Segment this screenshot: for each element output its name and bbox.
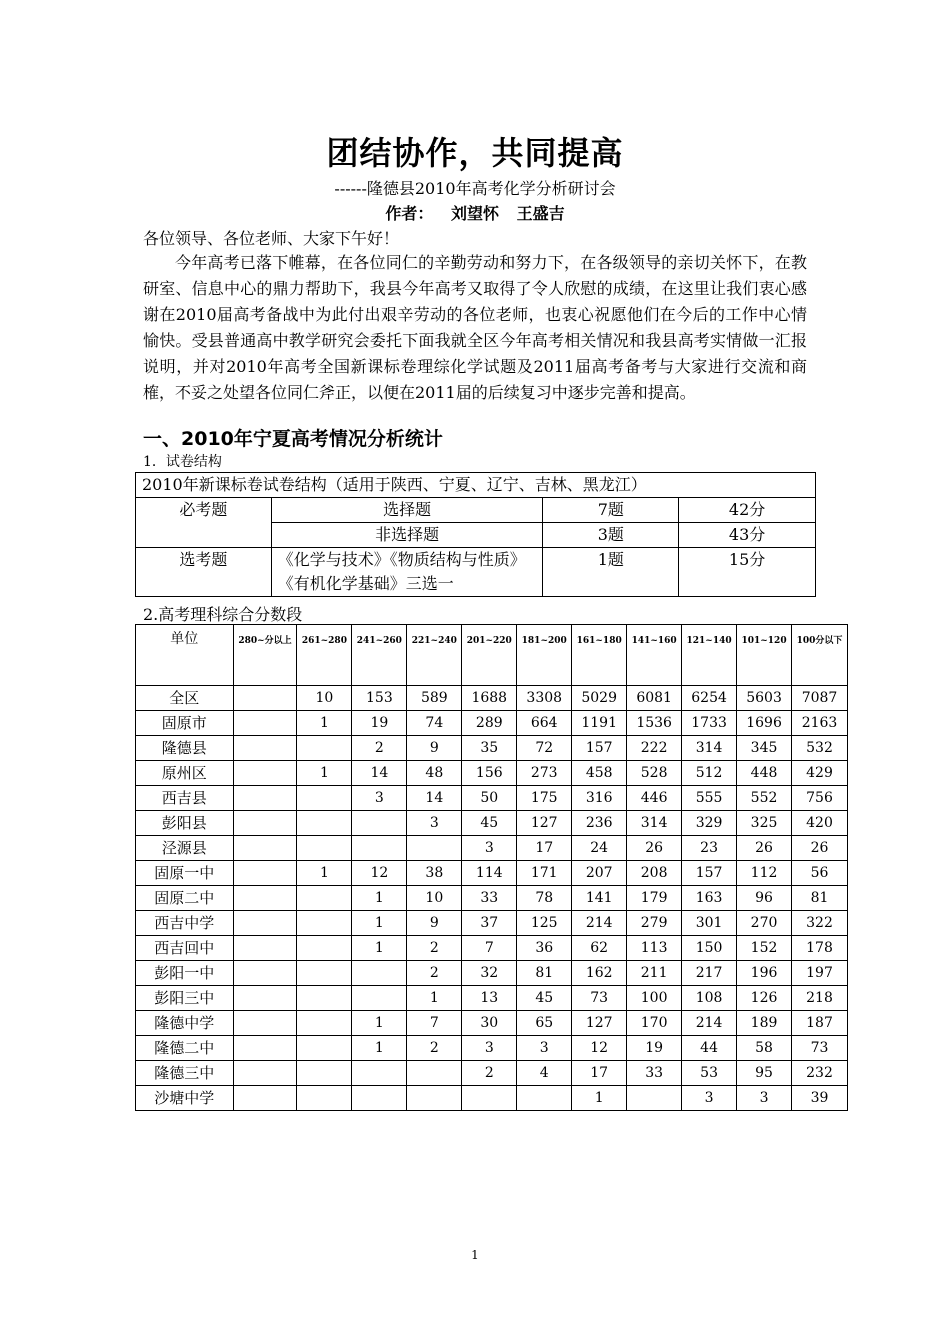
- table-row: [136, 986, 848, 1011]
- count-cell: [233, 836, 297, 861]
- count-cell: 429: [792, 761, 848, 786]
- question-score: 43分: [679, 523, 816, 548]
- count-cell: 3: [462, 836, 517, 861]
- count-cell: 127: [572, 1011, 627, 1036]
- unit-name-cell: 彭阳三中: [136, 986, 234, 1011]
- count-cell: 448: [737, 761, 792, 786]
- table-row: [136, 911, 848, 936]
- count-cell: [233, 886, 297, 911]
- count-cell: 1191: [572, 711, 627, 736]
- question-type: 选择题: [271, 498, 543, 523]
- count-cell: 171: [517, 861, 572, 886]
- count-cell: 7: [462, 936, 517, 961]
- count-cell: [352, 961, 407, 986]
- count-cell: 157: [572, 736, 627, 761]
- count-cell: [233, 861, 297, 886]
- count-cell: [297, 1086, 352, 1111]
- count-cell: 10: [297, 686, 352, 711]
- table-row: [136, 886, 848, 911]
- count-cell: 1: [352, 1036, 407, 1061]
- count-cell: 35: [462, 736, 517, 761]
- count-cell: 39: [792, 1086, 848, 1111]
- count-cell: 45: [462, 811, 517, 836]
- count-cell: 175: [517, 786, 572, 811]
- count-cell: 156: [462, 761, 517, 786]
- count-cell: [233, 961, 297, 986]
- count-cell: [233, 736, 297, 761]
- count-cell: 45: [517, 986, 572, 1011]
- question-type: 非选择题: [271, 523, 543, 548]
- count-cell: 214: [572, 911, 627, 936]
- count-cell: 62: [572, 936, 627, 961]
- unit-name-cell: 西吉回中: [136, 936, 234, 961]
- column-header: 241~260: [352, 625, 407, 686]
- unit-name-cell: 西吉中学: [136, 911, 234, 936]
- count-cell: 73: [572, 986, 627, 1011]
- count-cell: 95: [737, 1061, 792, 1086]
- table-row: [136, 811, 848, 836]
- count-cell: 81: [517, 961, 572, 986]
- column-header: 221~240: [407, 625, 462, 686]
- count-cell: [407, 1061, 462, 1086]
- table-row: [136, 861, 848, 886]
- count-cell: [352, 986, 407, 1011]
- count-cell: 32: [462, 961, 517, 986]
- table-row: [136, 711, 848, 736]
- count-cell: 528: [627, 761, 682, 786]
- count-cell: 13: [462, 986, 517, 1011]
- count-cell: 3: [407, 811, 462, 836]
- count-cell: 756: [792, 786, 848, 811]
- count-cell: 96: [737, 886, 792, 911]
- count-cell: [233, 811, 297, 836]
- required-label: 必考题: [136, 498, 272, 548]
- question-score: 42分: [679, 498, 816, 523]
- count-cell: 153: [352, 686, 407, 711]
- count-cell: 1: [352, 936, 407, 961]
- count-cell: 189: [737, 1011, 792, 1036]
- count-cell: 179: [627, 886, 682, 911]
- count-cell: [627, 1086, 682, 1111]
- count-cell: 2: [462, 1061, 517, 1086]
- count-cell: 33: [627, 1061, 682, 1086]
- count-cell: [233, 986, 297, 1011]
- count-cell: 532: [792, 736, 848, 761]
- table-row: [136, 961, 848, 986]
- column-header: 141~160: [627, 625, 682, 686]
- count-cell: [297, 1011, 352, 1036]
- table-row: [136, 761, 848, 786]
- count-cell: [297, 786, 352, 811]
- count-cell: 222: [627, 736, 682, 761]
- exam-structure-table: [135, 472, 816, 597]
- count-cell: 1688: [462, 686, 517, 711]
- count-cell: 6254: [682, 686, 737, 711]
- count-cell: 197: [792, 961, 848, 986]
- count-cell: [462, 1086, 517, 1111]
- count-cell: [297, 736, 352, 761]
- count-cell: 214: [682, 1011, 737, 1036]
- optional-score: 15分: [679, 548, 816, 597]
- count-cell: 4: [517, 1061, 572, 1086]
- greeting: 各位领导、各位老师、大家下午好！: [143, 229, 400, 248]
- count-cell: 2: [407, 1036, 462, 1061]
- count-cell: [517, 1086, 572, 1111]
- count-cell: 3: [352, 786, 407, 811]
- count-cell: 44: [682, 1036, 737, 1061]
- count-cell: 1: [352, 1011, 407, 1036]
- unit-name-cell: 原州区: [136, 761, 234, 786]
- count-cell: 1536: [627, 711, 682, 736]
- score-distribution-table: [135, 624, 848, 1111]
- count-cell: 26: [737, 836, 792, 861]
- count-cell: 24: [572, 836, 627, 861]
- table-caption: 2010年新课标卷试卷结构（适用于陕西、宁夏、辽宁、吉林、黑龙江）: [136, 473, 816, 498]
- count-cell: [233, 911, 297, 936]
- count-cell: 14: [352, 761, 407, 786]
- subsection-heading: 1．试卷结构: [143, 454, 222, 470]
- count-cell: [407, 836, 462, 861]
- intro-paragraph: 今年高考已落下帷幕，在各位同仁的辛勤劳动和努力下，在各级领导的亲切关怀下，在教研室、信息中心的鼎力帮助下，我县今年高考又取得了令人欣慰的成绩，在这里让我们衷心感谢在2010届高考备战中为此付出艰辛劳动的各位老师，也衷心祝愿他们在今后的工作中心情愉快。受县普通高中教学研究会委托下面我就全区今年高考相关情况和我县高考实情做一汇报说明，并对2010年高考全国新课标卷理综化学试题及2011届高考备考与大家进行交流和商榷，不妥之处望各位同仁斧正，以便在2011届的后续复习中逐步完善和提高。: [143, 253, 807, 402]
- count-cell: 2: [407, 936, 462, 961]
- column-header: 121~140: [682, 625, 737, 686]
- count-cell: 555: [682, 786, 737, 811]
- table-row: [136, 1036, 848, 1061]
- section-heading: 一、2010年宁夏高考情况分析统计: [143, 428, 443, 450]
- count-cell: 74: [407, 711, 462, 736]
- count-cell: 345: [737, 736, 792, 761]
- count-cell: 1: [572, 1086, 627, 1111]
- count-cell: [297, 1061, 352, 1086]
- count-cell: 552: [737, 786, 792, 811]
- count-cell: 446: [627, 786, 682, 811]
- count-cell: 664: [517, 711, 572, 736]
- count-cell: 6081: [627, 686, 682, 711]
- count-cell: 157: [682, 861, 737, 886]
- table-row: [136, 1086, 848, 1111]
- count-cell: [233, 1011, 297, 1036]
- table-header-row: [136, 625, 848, 686]
- count-cell: [352, 1086, 407, 1111]
- count-cell: 322: [792, 911, 848, 936]
- unit-name-cell: 隆德县: [136, 736, 234, 761]
- unit-name-cell: 隆德三中: [136, 1061, 234, 1086]
- table-row: [136, 736, 848, 761]
- count-cell: 1: [297, 761, 352, 786]
- table-row: [136, 936, 848, 961]
- unit-name-cell: 彭阳县: [136, 811, 234, 836]
- count-cell: 108: [682, 986, 737, 1011]
- count-cell: 14: [407, 786, 462, 811]
- count-cell: 65: [517, 1011, 572, 1036]
- count-cell: 150: [682, 936, 737, 961]
- count-cell: 7087: [792, 686, 848, 711]
- count-cell: [352, 836, 407, 861]
- count-cell: 26: [627, 836, 682, 861]
- count-cell: 3308: [517, 686, 572, 711]
- authors-label: 作者：: [385, 204, 434, 223]
- count-cell: 5603: [737, 686, 792, 711]
- count-cell: 279: [627, 911, 682, 936]
- count-cell: 196: [737, 961, 792, 986]
- count-cell: 2163: [792, 711, 848, 736]
- count-cell: 289: [462, 711, 517, 736]
- count-cell: 58: [737, 1036, 792, 1061]
- count-cell: [297, 811, 352, 836]
- author-name: 刘望怀: [450, 204, 499, 223]
- count-cell: 37: [462, 911, 517, 936]
- count-cell: 2: [407, 961, 462, 986]
- count-cell: 1: [407, 986, 462, 1011]
- count-cell: 9: [407, 911, 462, 936]
- count-cell: [297, 1036, 352, 1061]
- count-cell: 1733: [682, 711, 737, 736]
- count-cell: 38: [407, 861, 462, 886]
- count-cell: 23: [682, 836, 737, 861]
- unit-name-cell: 隆德中学: [136, 1011, 234, 1036]
- count-cell: 314: [627, 811, 682, 836]
- optional-type: 《化学与技术》《物质结构与性质》《有机化学基础》三选一: [271, 548, 543, 597]
- count-cell: 3: [737, 1086, 792, 1111]
- count-cell: 589: [407, 686, 462, 711]
- unit-name-cell: 彭阳一中: [136, 961, 234, 986]
- count-cell: [297, 936, 352, 961]
- count-cell: 100: [627, 986, 682, 1011]
- count-cell: 10: [407, 886, 462, 911]
- author-name: 王盛吉: [516, 204, 565, 223]
- count-cell: [297, 886, 352, 911]
- count-cell: 48: [407, 761, 462, 786]
- unit-name-cell: 隆德二中: [136, 1036, 234, 1061]
- count-cell: 273: [517, 761, 572, 786]
- column-header: 261~280: [297, 625, 352, 686]
- count-cell: 1: [352, 911, 407, 936]
- count-cell: [297, 911, 352, 936]
- count-cell: 170: [627, 1011, 682, 1036]
- count-cell: 12: [572, 1036, 627, 1061]
- count-cell: 163: [682, 886, 737, 911]
- count-cell: 113: [627, 936, 682, 961]
- count-cell: 30: [462, 1011, 517, 1036]
- count-cell: [233, 1086, 297, 1111]
- table-row: [136, 1061, 848, 1086]
- count-cell: 33: [462, 886, 517, 911]
- authors-line: [0, 201, 950, 224]
- count-cell: [233, 711, 297, 736]
- count-cell: 19: [627, 1036, 682, 1061]
- document-title: 团结协作，共同提高: [326, 134, 624, 172]
- count-cell: 217: [682, 961, 737, 986]
- count-cell: 17: [517, 836, 572, 861]
- count-cell: 126: [737, 986, 792, 1011]
- count-cell: 232: [792, 1061, 848, 1086]
- count-cell: 112: [737, 861, 792, 886]
- subsection-heading: 2.高考理科综合分数段: [143, 605, 303, 624]
- count-cell: 218: [792, 986, 848, 1011]
- count-cell: 5029: [572, 686, 627, 711]
- count-cell: [407, 1086, 462, 1111]
- unit-name-cell: 全区: [136, 686, 234, 711]
- count-cell: [233, 1036, 297, 1061]
- count-cell: 3: [462, 1036, 517, 1061]
- count-cell: 301: [682, 911, 737, 936]
- column-header: 201~220: [462, 625, 517, 686]
- count-cell: 1: [352, 886, 407, 911]
- count-cell: 73: [792, 1036, 848, 1061]
- unit-name-cell: 泾源县: [136, 836, 234, 861]
- count-cell: 162: [572, 961, 627, 986]
- count-cell: 208: [627, 861, 682, 886]
- count-cell: 458: [572, 761, 627, 786]
- count-cell: 81: [792, 886, 848, 911]
- column-header: 单位: [136, 625, 234, 686]
- count-cell: 1696: [737, 711, 792, 736]
- table-row: [136, 686, 848, 711]
- count-cell: 7: [407, 1011, 462, 1036]
- count-cell: 329: [682, 811, 737, 836]
- count-cell: [352, 1061, 407, 1086]
- column-header: 101~120: [737, 625, 792, 686]
- unit-name-cell: 固原一中: [136, 861, 234, 886]
- optional-label: 选考题: [136, 548, 272, 597]
- count-cell: 9: [407, 736, 462, 761]
- question-count: 3题: [543, 523, 679, 548]
- count-cell: 125: [517, 911, 572, 936]
- column-header: 161~180: [572, 625, 627, 686]
- count-cell: 187: [792, 1011, 848, 1036]
- count-cell: 211: [627, 961, 682, 986]
- count-cell: 178: [792, 936, 848, 961]
- count-cell: 207: [572, 861, 627, 886]
- count-cell: 3: [682, 1086, 737, 1111]
- page-number: 1: [471, 1248, 479, 1262]
- question-count: 7题: [543, 498, 679, 523]
- count-cell: 127: [517, 811, 572, 836]
- unit-name-cell: 西吉县: [136, 786, 234, 811]
- count-cell: [233, 761, 297, 786]
- count-cell: 36: [517, 936, 572, 961]
- count-cell: 512: [682, 761, 737, 786]
- count-cell: 270: [737, 911, 792, 936]
- count-cell: 53: [682, 1061, 737, 1086]
- count-cell: 114: [462, 861, 517, 886]
- count-cell: [352, 811, 407, 836]
- count-cell: 17: [572, 1061, 627, 1086]
- count-cell: [233, 686, 297, 711]
- unit-name-cell: 固原市: [136, 711, 234, 736]
- optional-count: 1题: [543, 548, 679, 597]
- column-header: 100分以下: [792, 625, 848, 686]
- count-cell: [233, 1061, 297, 1086]
- count-cell: 314: [682, 736, 737, 761]
- count-cell: [297, 836, 352, 861]
- document-subtitle: ------隆德县2010年高考化学分析研讨会: [334, 179, 616, 198]
- count-cell: 152: [737, 936, 792, 961]
- count-cell: 72: [517, 736, 572, 761]
- count-cell: 19: [352, 711, 407, 736]
- count-cell: 236: [572, 811, 627, 836]
- count-cell: 420: [792, 811, 848, 836]
- table-row: [136, 1011, 848, 1036]
- column-header: 181~200: [517, 625, 572, 686]
- count-cell: 1: [297, 861, 352, 886]
- count-cell: 316: [572, 786, 627, 811]
- count-cell: 1: [297, 711, 352, 736]
- count-cell: 26: [792, 836, 848, 861]
- count-cell: 78: [517, 886, 572, 911]
- count-cell: 56: [792, 861, 848, 886]
- count-cell: [233, 936, 297, 961]
- count-cell: 3: [517, 1036, 572, 1061]
- count-cell: 12: [352, 861, 407, 886]
- unit-name-cell: 固原二中: [136, 886, 234, 911]
- unit-name-cell: 沙塘中学: [136, 1086, 234, 1111]
- column-header: 280~分以上: [233, 625, 297, 686]
- table-row: [136, 786, 848, 811]
- count-cell: 141: [572, 886, 627, 911]
- count-cell: [297, 986, 352, 1011]
- count-cell: [233, 786, 297, 811]
- table-row: [136, 836, 848, 861]
- count-cell: 325: [737, 811, 792, 836]
- count-cell: [297, 961, 352, 986]
- count-cell: 50: [462, 786, 517, 811]
- count-cell: 2: [352, 736, 407, 761]
